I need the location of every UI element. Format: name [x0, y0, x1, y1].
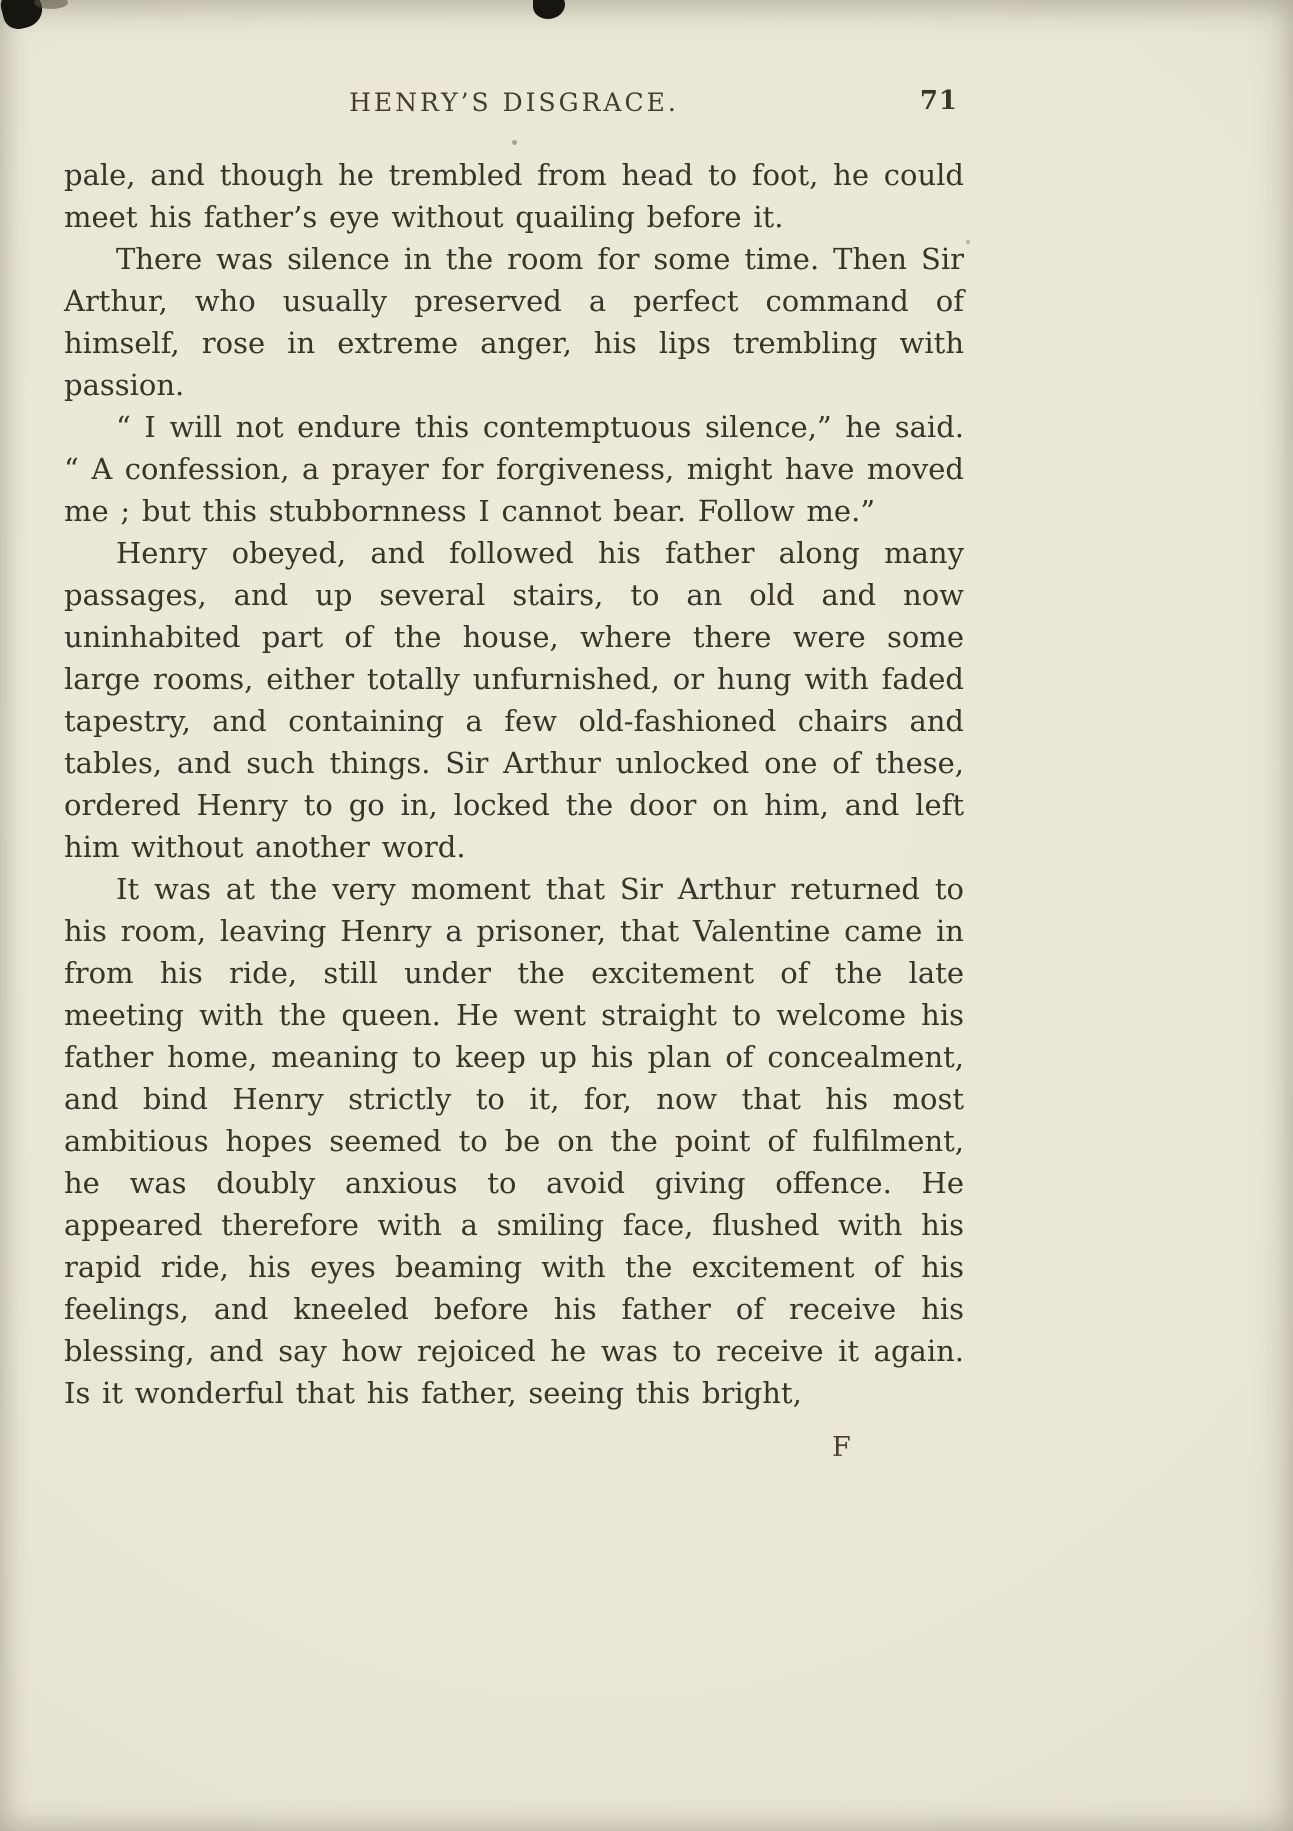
paragraph: “ I will not endure this contemptuous silence,” he said. “ A confession, a prayer for forgiveness, might have moved me ; but this stubbornness I cannot bear. Follow me.” — [64, 410, 964, 528]
running-header-title: HENRY’S DISGRACE. — [349, 88, 679, 117]
running-header — [64, 88, 964, 124]
paper-speck — [966, 240, 970, 244]
ink-smudge-top-center — [533, 0, 565, 19]
paragraph: It was at the very moment that Sir Arthur returned to his room, leaving Henry a prisoner, that Valentine came in from his ride, still under the excitement of the late meeting with the queen. He went straight to welcome his father home, meaning to keep up his plan of concealment, and bind Henry strictly to it, for, now that his most ambitious hopes seemed to be on the point of fulfilment, he was doubly anxious to avoid giving offence. He appeared therefore with a smiling face, flushed with his rapid ride, his eyes beaming with the excitement of his feelings, and kneeled before his father of receive his blessing, and say how rejoiced he was to receive it again. Is it wonderful that his father, seeing this bright, — [64, 872, 964, 1410]
page-number: 71 — [919, 86, 958, 116]
text-block — [64, 88, 964, 1463]
signature-mark: F — [832, 1432, 851, 1463]
paragraph: Henry obeyed, and followed his father along many passages, and up several stairs, to an old and now uninhabited part of the house, where there were some large rooms, either totally unfurnished, or hung with faded tapestry, and containing a few old-fashioned chairs and tables, and such things. Sir Arthur unlocked one of these, ordered Henry to go in, locked the door on him, and left him without another word. — [64, 536, 964, 864]
paragraph: pale, and though he trembled from head to foot, he could meet his father’s eye without quailing before it. — [64, 158, 964, 234]
paragraph: There was silence in the room for some time. Then Sir Arthur, who usually preserved a perfect command of himself, rose in extreme anger, his lips trembling with passion. — [64, 242, 964, 402]
